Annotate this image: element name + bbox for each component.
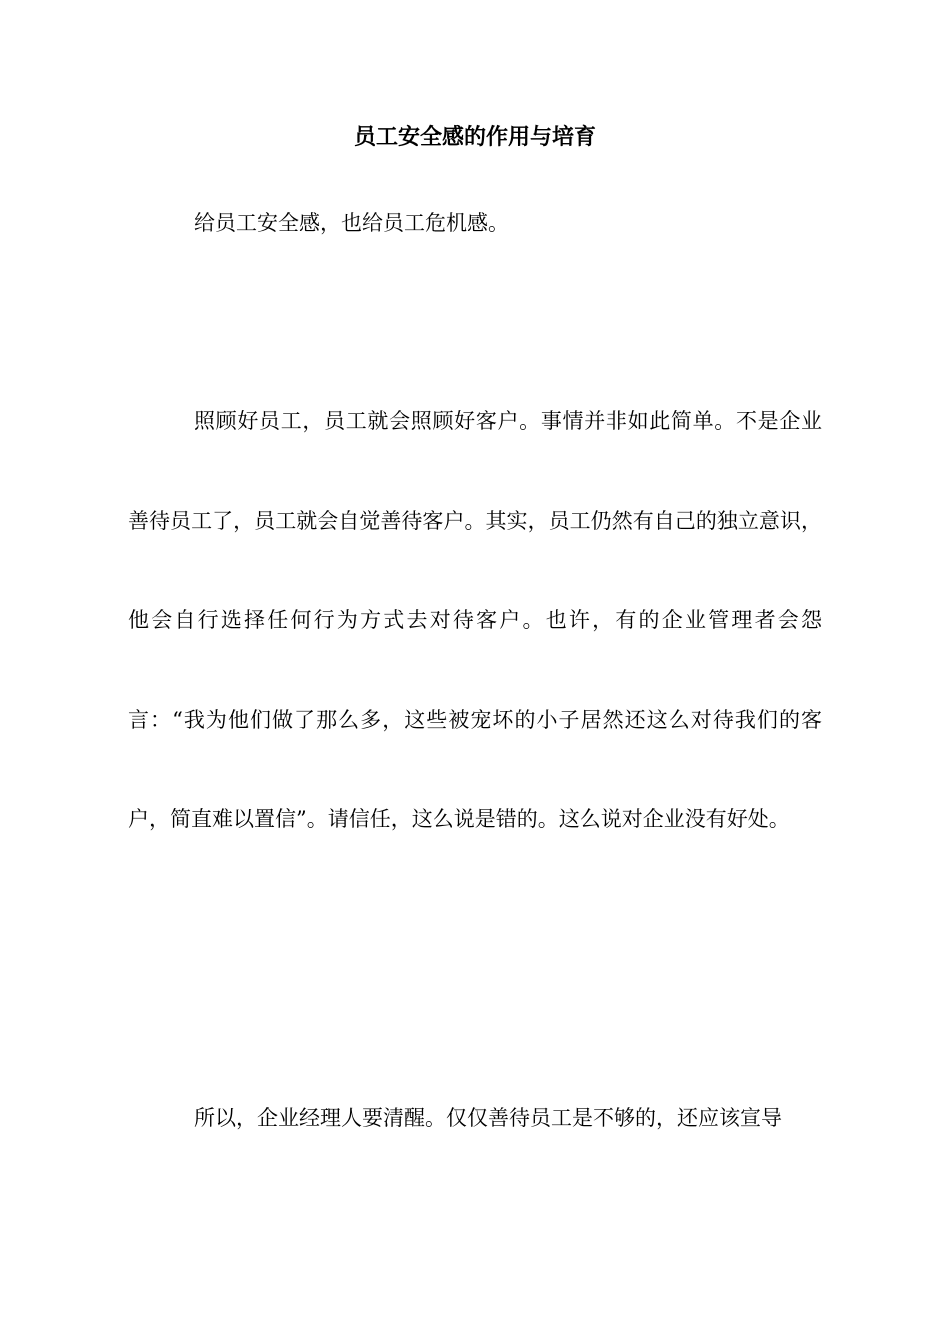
paragraph-3: 所以，企业经理人要清醒。仅仅善待员工是不够的，还应该宣导 bbox=[194, 1106, 782, 1130]
paragraph-1: 给员工安全感，也给员工危机感。 bbox=[194, 211, 509, 235]
paragraph-2: 照顾好员工，员工就会照顾好客户。事情并非如此简单。不是企业善待员工了，员工就会自觉善待客户。其实，员工仍然有自己的独立意识，他会自行选择任何行为方式去对待客户。也许，有的企业管理者会怨言：“我为他们做了那么多，这些被宠坏的小子居然还这么对待我们的客户，简直难以置信”。请信任，这么说是错的。这么说对企业没有好处。 bbox=[128, 409, 822, 831]
document-title: 员工安全感的作用与培育 bbox=[353, 125, 596, 150]
